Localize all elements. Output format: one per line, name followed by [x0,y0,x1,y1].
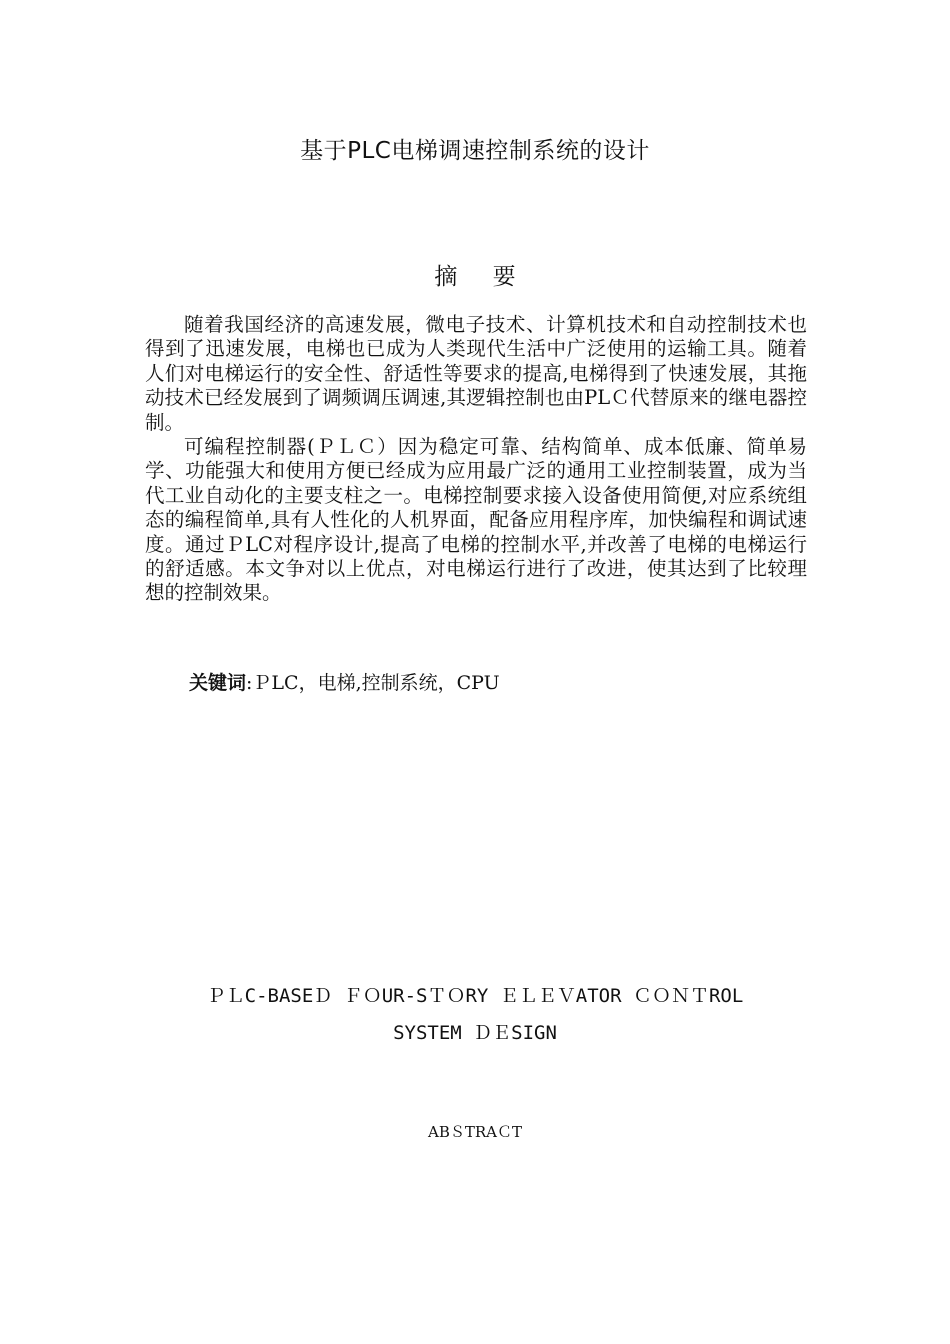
english-title-line-2: SYSTEM ＤＥSIGN [393,1022,557,1044]
keywords-label: 关键词 [189,672,247,694]
keywords-text: :ＰLC，电梯,控制系统，CPU [246,672,500,694]
abstract-paragraph-1: 随着我国经济的高速发展，微电子技术、计算机技术和自动控制技术也得到了迅速发展，电梯也已成为人类现代生活中广泛使用的运输工具。随着人们对电梯运行的安全性、舒适性等要求的提高,电梯得到了快速发展，其拖动技术已经发展到了调频调压调速,其逻辑控制也由PLＣ代替原来的继电器控制。 [145,313,807,434]
english-abstract-heading: ABＳTRAＣT [428,1123,522,1141]
english-title-line-1: ＰＬC-BASEＤ ＦＯUR-SＴＯRY ＥＬＥＶATOR ＣＯＮＴROL [206,985,744,1007]
abstract-heading: 摘 要 [434,264,530,290]
abstract-body [145,313,807,606]
keywords-line [189,671,500,695]
english-title [0,978,950,1052]
document-title: 基于PLC电梯调速控制系统的设计 [300,138,650,164]
abstract-paragraph-2: 可编程控制器(ＰＬＣ）因为稳定可靠、结构简单、成本低廉、简单易学、功能强大和使用方便已经成为应用最广泛的通用工业控制装置，成为当代工业自动化的主要支柱之一。电梯控制要求接入设备使用简便,对应系统组态的编程简单,具有人性化的人机界面，配备应用程序库，加快编程和调试速度。通过ＰLC对程序设计,提高了电梯的控制水平,并改善了电梯的电梯运行的舒适感。本文争对以上优点，对电梯运行进行了改进，使其达到了比较理想的控制效果。 [145,435,807,605]
